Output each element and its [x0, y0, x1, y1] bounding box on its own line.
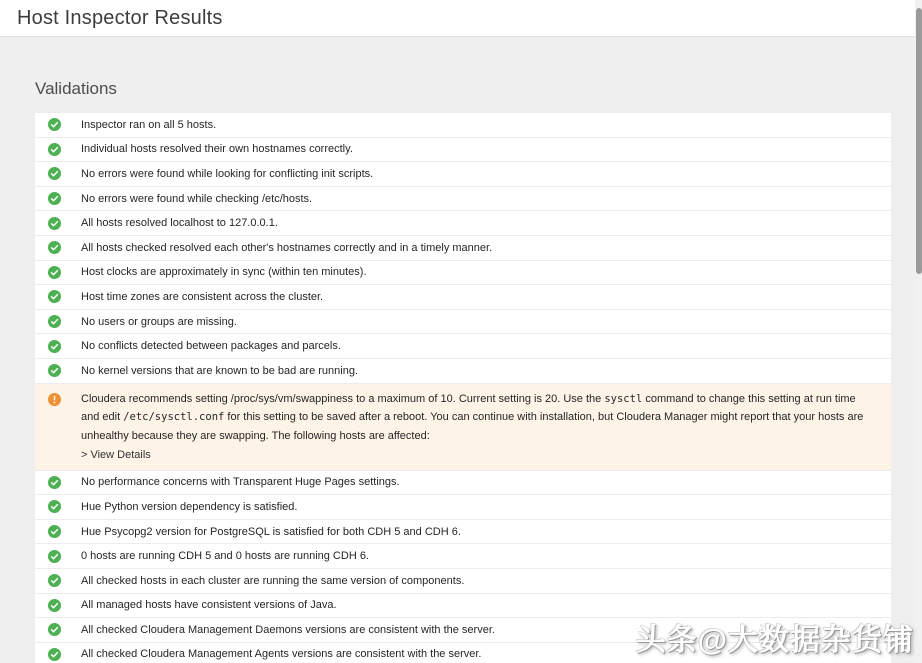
validation-row: [35, 261, 891, 286]
success-check-icon: [48, 623, 61, 636]
validation-text: No users or groups are missing.: [81, 315, 237, 328]
main-content: [0, 79, 922, 663]
validation-text: No kernel versions that are known to be bad are running.: [81, 364, 358, 377]
validation-text: Cloudera recommends setting /proc/sys/vm/swappiness to a maximum of 10. Current setting is 20. Use the sysctl command to change this setting at run time and edit /etc/sysctl.conf for this setting to be saved after a reboot. You can continue with installation, but Cloudera Manager might report that your hosts are unhealthy because they are swapping. The following hosts are affected: > View Details: [81, 390, 881, 465]
validation-text: All checked Cloudera Management Agents versions are consistent with the server.: [81, 648, 482, 661]
success-check-icon: [48, 500, 61, 513]
validation-text: No errors were found while looking for conflicting init scripts.: [81, 167, 374, 180]
success-check-icon: [48, 143, 61, 156]
watermark-text: 头条@大数据杂货铺: [635, 624, 914, 657]
success-check-icon: [48, 364, 61, 377]
success-check-icon: [48, 648, 61, 661]
validation-row: [35, 520, 891, 545]
validation-text: All checked Cloudera Management Daemons versions are consistent with the server.: [81, 623, 495, 636]
success-check-icon: [48, 266, 61, 279]
validation-row: [35, 569, 891, 594]
validation-text: No performance concerns with Transparent Huge Pages settings.: [81, 476, 400, 489]
scrollbar-track[interactable]: [915, 0, 922, 663]
success-check-icon: [48, 550, 61, 563]
page-title: Host Inspector Results: [17, 6, 223, 29]
validation-row: [35, 643, 891, 663]
validation-row: [35, 495, 891, 520]
validation-text: Inspector ran on all 5 hosts.: [81, 118, 217, 131]
validation-row: [35, 334, 891, 359]
validation-row: [35, 359, 891, 384]
validation-row: [35, 285, 891, 310]
success-check-icon: [48, 217, 61, 230]
validation-text: All hosts checked resolved each other's hostnames correctly and in a timely manner.: [81, 241, 493, 254]
validation-row: [35, 138, 891, 163]
validation-text: Hue Psycopg2 version for PostgreSQL is satisfied for both CDH 5 and CDH 6.: [81, 525, 461, 538]
page-header: [0, 0, 922, 37]
validation-row: [35, 236, 891, 261]
scrollbar-thumb[interactable]: [916, 8, 922, 274]
validation-row: [35, 471, 891, 496]
view-details-link[interactable]: > View Details: [81, 449, 151, 462]
validation-row: [35, 618, 891, 643]
success-check-icon: [48, 192, 61, 205]
success-check-icon: [48, 599, 61, 612]
validation-text: All hosts resolved localhost to 127.0.0.1.: [81, 217, 278, 230]
validation-text: Hue Python version dependency is satisfied.: [81, 500, 298, 513]
validation-row: [35, 594, 891, 619]
validation-text: All checked hosts in each cluster are running the same version of components.: [81, 574, 465, 587]
warning-icon: [48, 393, 61, 406]
success-check-icon: [48, 574, 61, 587]
validation-text: Individual hosts resolved their own hostnames correctly.: [81, 143, 353, 156]
validations-list: [35, 112, 891, 663]
validation-text: Host clocks are approximately in sync (within ten minutes).: [81, 266, 367, 279]
success-check-icon: [48, 241, 61, 254]
success-check-icon: [48, 167, 61, 180]
success-check-icon: [48, 290, 61, 303]
validation-row: [35, 384, 891, 471]
validation-row: [35, 544, 891, 569]
validation-row: [35, 162, 891, 187]
validation-row: [35, 187, 891, 212]
validations-heading: Validations: [35, 79, 117, 98]
success-check-icon: [48, 118, 61, 131]
success-check-icon: [48, 525, 61, 538]
validation-text: Host time zones are consistent across the cluster.: [81, 290, 324, 303]
validation-text: No conflicts detected between packages and parcels.: [81, 340, 341, 353]
success-check-icon: [48, 340, 61, 353]
success-check-icon: [48, 476, 61, 489]
validation-row: [35, 211, 891, 236]
validation-text: No errors were found while checking /etc/hosts.: [81, 192, 313, 205]
validation-text: All managed hosts have consistent versions of Java.: [81, 599, 337, 612]
validation-row: [35, 113, 891, 138]
validation-row: [35, 310, 891, 335]
validation-text: 0 hosts are running CDH 5 and 0 hosts are running CDH 6.: [81, 550, 369, 563]
success-check-icon: [48, 315, 61, 328]
